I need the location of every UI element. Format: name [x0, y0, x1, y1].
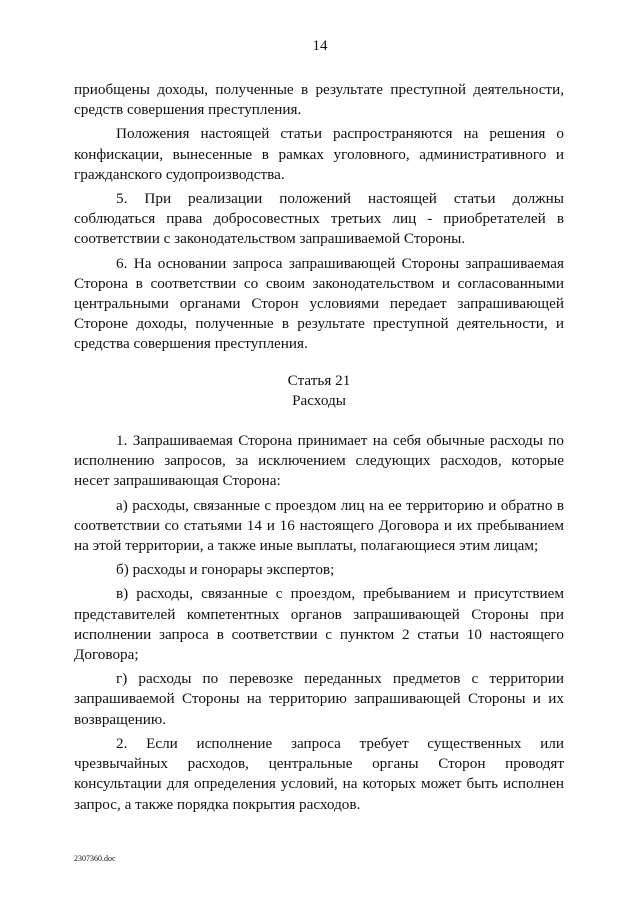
paragraph-confiscation-scope: Положения настоящей статьи распространяются на решения о конфискации, вынесенные в рамках уголовного, административного и гражданского судопроизводства. [74, 125, 564, 183]
paragraph-continuation: приобщены доходы, полученные в результате преступной деятельности, средств совершения преступления. [74, 81, 564, 119]
page-number: 14 [312, 38, 328, 54]
article-title: Расходы [292, 391, 346, 409]
paragraph-expenses-a: а) расходы, связанные с проездом лиц на ее территорию и обратно в соответствии со статьями 14 и 16 настоящего Договора и их пребыванием на этой территории, а также иные выплаты, полагающиеся этим лицам; [74, 496, 564, 555]
paragraph-expenses-v: в) расходы, связанные с проездом, пребыванием и присутствием представителей компетентных органов запрашивающей Стороны при исполнении запроса в соответствии с пунктом 2 статьи 10 настоящего Договора; [74, 585, 564, 664]
paragraph-item-5: 5. При реализации положений настоящей статьи должны соблюдаться права добросовестных третьих лиц - приобретателей в соответствии с законодательством запрашиваемой Стороны. [74, 190, 564, 248]
article-heading [74, 371, 564, 411]
document-body [74, 80, 564, 819]
paragraph-item-6: 6. На основании запроса запрашивающей Стороны запрашиваемая Сторона в соответствии со своим законодательством и согласованными центральными органами Сторон условиями передает запрашивающей Стороне доходы, полученные в результате преступной деятельности, и средства совершения преступления. [74, 254, 564, 353]
paragraph-expenses-2: 2. Если исполнение запроса требует существенных или чрезвычайных расходов, центральные органы Сторон проводят консультации для определения условий, на которых может быть исполнен запрос, а также порядка покрытия расходов. [74, 734, 564, 813]
paragraph-expenses-b: б) расходы и гонорары экспертов; [116, 561, 335, 579]
paragraph-expenses-1: 1. Запрашиваемая Сторона принимает на себя обычные расходы по исполнению запросов, за исключением следующих расходов, которые несет запрашивающая Сторона: [74, 432, 564, 490]
article-number: Статья 21 [287, 371, 351, 389]
footer-filename: 2307360.doc [74, 854, 116, 863]
paragraph-expenses-g: г) расходы по перевозке переданных предметов с территории запрашиваемой Стороны на территорию запрашивающей Стороны и их возвращению. [74, 670, 564, 728]
